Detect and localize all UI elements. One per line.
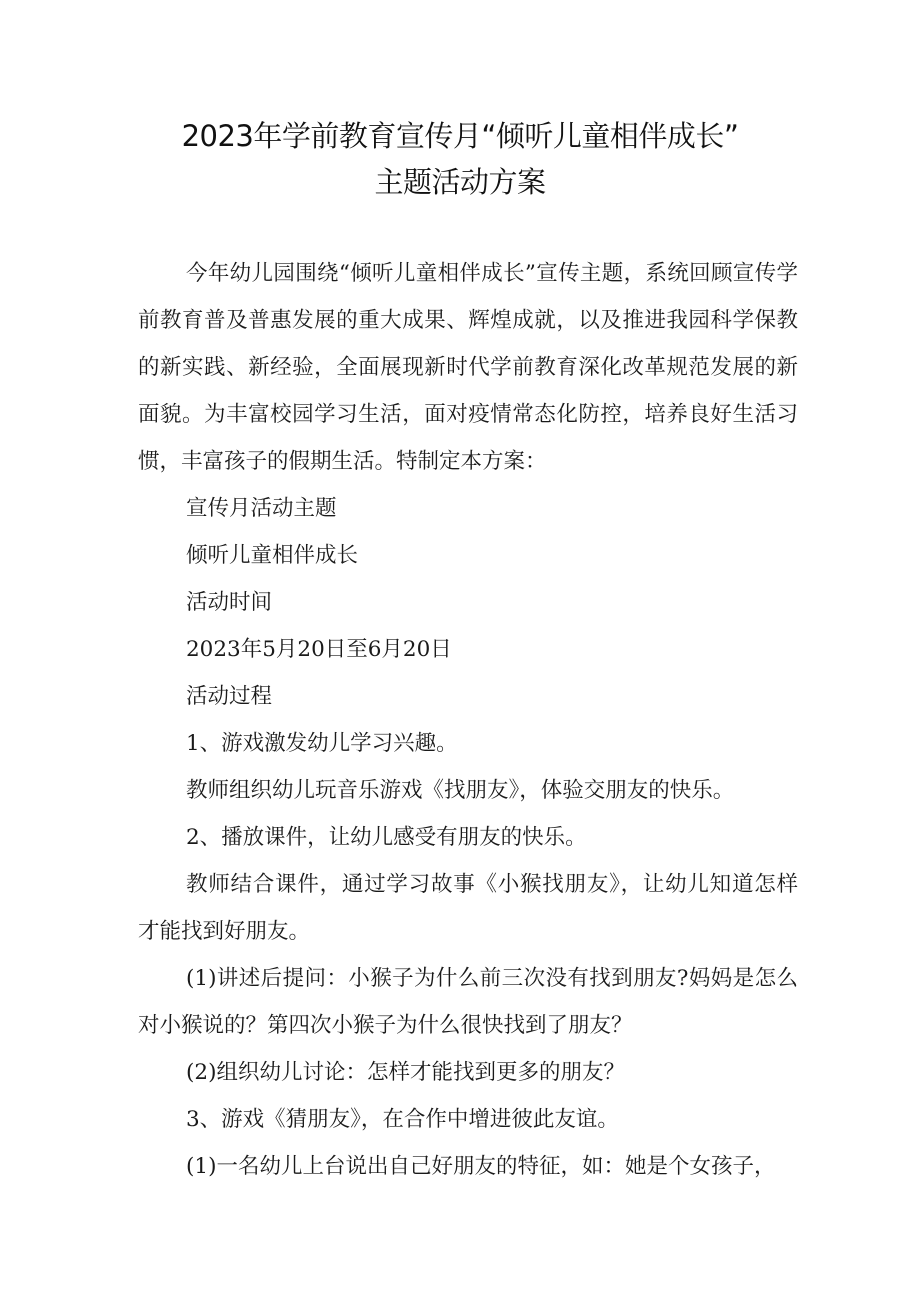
document-body [138,250,798,1190]
step-3-item-1: (1)一名幼儿上台说出自己好朋友的特征，如：她是个女孩子， [186,1154,776,1179]
step-1-text: 教师组织幼儿玩音乐游戏《找朋友》，体验交朋友的快乐。 [186,778,735,803]
step-3-heading: 3、游戏《猜朋友》，在合作中增进彼此友谊。 [186,1107,619,1132]
section-heading-process: 活动过程 [186,684,273,709]
step-1-heading: 1、游戏激发幼儿学习兴趣。 [186,731,458,756]
step-2-question-1: (1)讲述后提问：小猴子为什么前三次没有找到朋友?妈妈是怎么对小猴说的？第四次小猴子为什么很快找到了朋友？ [138,966,798,1038]
theme-text: 倾听儿童相伴成长 [186,543,359,568]
document-title-line-1: 2023年学前教育宣传月“倾听儿童相伴成长” [181,119,739,153]
step-2-question-2: (2)组织幼儿讨论：怎样才能找到更多的朋友？ [186,1060,625,1085]
step-2-text: 教师结合课件，通过学习故事《小猴找朋友》，让幼儿知道怎样才能找到好朋友。 [138,872,798,944]
document-title-line-2: 主题活动方案 [374,165,546,199]
section-heading-theme: 宣传月活动主题 [186,496,337,521]
step-2-heading: 2、播放课件，让幼儿感受有朋友的快乐。 [186,825,587,850]
section-heading-time: 活动时间 [186,590,273,615]
time-text: 2023年5月20日至6月20日 [186,637,452,662]
intro-paragraph: 今年幼儿园围绕“倾听儿童相伴成长”宣传主题，系统回顾宣传学前教育普及普惠发展的重大成果、辉煌成就，以及推进我园科学保教的新实践、新经验，全面展现新时代学前教育深化改革规范发展的新面貌。为丰富校园学习生活，面对疫情常态化防控，培养良好生活习惯，丰富孩子的假期生活。特制定本方案： [138,261,798,474]
